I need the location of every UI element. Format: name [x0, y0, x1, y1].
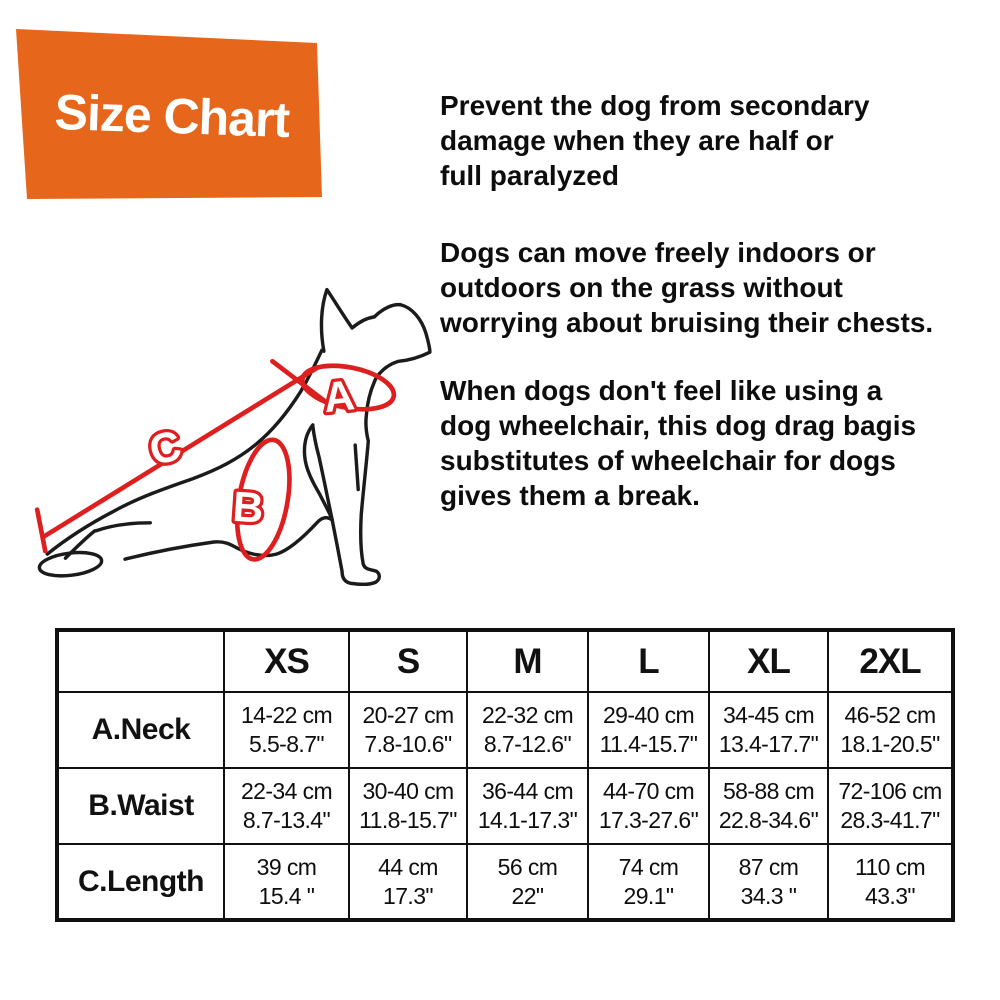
- size-cell: [709, 768, 828, 844]
- inch-value: 7.8-10.6": [364, 731, 452, 757]
- paragraph-line: substitutes of wheelchair for dogs: [440, 445, 896, 476]
- measure-row-label: B.Waist: [57, 768, 224, 844]
- inch-value: 17.3": [383, 882, 433, 909]
- size-header-row: [57, 630, 953, 692]
- inch-value: 5.5-8.7": [249, 731, 324, 757]
- paragraph-line: When dogs don't feel like using a: [440, 375, 883, 406]
- paragraph-line: gives them a break.: [440, 480, 700, 511]
- inch-value: 8.7-12.6": [483, 731, 572, 757]
- size-col-header-m: M: [467, 630, 588, 692]
- cm-value: 58-88 cm: [722, 778, 815, 804]
- paragraph-line: worrying about bruising their chests.: [440, 307, 934, 338]
- size-cell: [467, 768, 588, 844]
- size-table-section: [55, 628, 955, 922]
- cm-value: 72-106 cm: [838, 778, 942, 804]
- size-cell: [709, 692, 828, 768]
- paragraph-line: full paralyzed: [440, 160, 619, 191]
- cm-value: 74 cm: [618, 853, 679, 880]
- cm-value: 30-40 cm: [362, 778, 454, 804]
- size-cell: [224, 768, 349, 844]
- size-col-header-xs: XS: [224, 630, 349, 692]
- dog-thigh-line: [96, 523, 151, 531]
- inch-value: 28.3-41.7": [840, 807, 940, 833]
- cm-value: 44 cm: [378, 853, 438, 880]
- inch-value: 22.8-34.6": [718, 807, 819, 833]
- inch-value: 8.7-13.4": [242, 807, 331, 833]
- size-col-header-s: S: [349, 630, 467, 692]
- description-paragraph: [440, 373, 1000, 513]
- waist-label-b: B: [231, 482, 266, 532]
- inch-value: 22": [511, 882, 544, 909]
- cm-value: 56 cm: [497, 853, 558, 880]
- size-cell: [588, 768, 709, 844]
- paragraph-line: Prevent the dog from secondary: [440, 90, 870, 121]
- table-row-neck: [57, 692, 953, 768]
- inch-value: 29.1": [623, 882, 674, 909]
- inch-value: 18.1-20.5": [840, 731, 940, 757]
- size-cell: [828, 844, 953, 920]
- inch-value: 11.8-15.7": [359, 807, 457, 833]
- length-measure-end-tick: [37, 510, 45, 551]
- size-col-header-l: L: [588, 630, 709, 692]
- size-cell: [588, 844, 709, 920]
- cm-value: 34-45 cm: [722, 702, 815, 728]
- table-row-length: [57, 844, 953, 920]
- description-paragraph: [440, 88, 1000, 193]
- corner-cell: [57, 630, 224, 692]
- size-cell: [349, 844, 467, 920]
- dog-measurement-diagram: [18, 270, 442, 604]
- size-cell: [709, 844, 828, 920]
- cm-value: 22-32 cm: [481, 702, 574, 728]
- cm-value: 87 cm: [738, 853, 799, 880]
- measure-row-label: A.Neck: [57, 692, 224, 768]
- inch-value: 15.4 ": [258, 882, 315, 909]
- cm-value: 14-22 cm: [240, 702, 333, 728]
- description-paragraph: [440, 235, 1000, 340]
- banner-title: Size Chart: [53, 83, 291, 149]
- cm-value: 22-34 cm: [240, 778, 333, 804]
- measure-row-label: C.Length: [57, 844, 224, 920]
- size-col-header-2xl: 2XL: [828, 630, 953, 692]
- size-col-header-xl: XL: [709, 630, 828, 692]
- inch-value: 13.4-17.7": [718, 731, 819, 757]
- cm-value: 39 cm: [256, 853, 317, 880]
- length-label-c: C: [144, 421, 186, 475]
- neck-label-a: A: [321, 371, 357, 422]
- size-chart-banner: [0, 0, 360, 220]
- size-cell: [349, 692, 467, 768]
- cm-value: 20-27 cm: [362, 702, 454, 728]
- size-table: [55, 628, 955, 922]
- size-cell: [467, 844, 588, 920]
- table-row-waist: [57, 768, 953, 844]
- inch-value: 34.3 ": [740, 882, 797, 909]
- size-cell: [224, 692, 349, 768]
- dog-head-chest-foreleg-outline: [313, 290, 430, 585]
- paragraph-line: damage when they are half or: [440, 125, 834, 156]
- size-cell: [828, 768, 953, 844]
- size-cell: [828, 692, 953, 768]
- dog-belly-outline: [125, 518, 332, 559]
- description-text: [440, 88, 1000, 513]
- size-cell: [467, 692, 588, 768]
- cm-value: 44-70 cm: [602, 778, 695, 804]
- paragraph-line: outdoors on the grass without: [440, 272, 843, 303]
- paragraph-line: Dogs can move freely indoors or: [440, 237, 876, 268]
- size-cell: [349, 768, 467, 844]
- cm-value: 46-52 cm: [844, 702, 936, 728]
- inch-value: 14.1-17.3": [477, 807, 578, 833]
- paragraph-line: dog wheelchair, this dog drag bagis: [440, 410, 917, 441]
- inch-value: 11.4-15.7": [599, 731, 698, 757]
- dog-far-foreleg-line: [355, 445, 358, 489]
- cm-value: 29-40 cm: [602, 702, 695, 728]
- size-cell: [588, 692, 709, 768]
- cm-value: 110 cm: [854, 853, 926, 880]
- inch-value: 43.3": [865, 882, 915, 909]
- size-cell: [224, 844, 349, 920]
- cm-value: 36-44 cm: [481, 778, 574, 804]
- inch-value: 17.3-27.6": [598, 807, 699, 833]
